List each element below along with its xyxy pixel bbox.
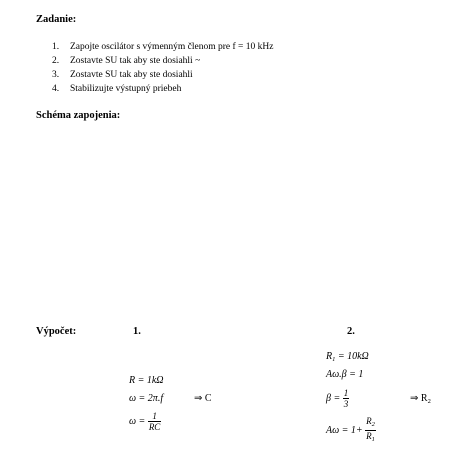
task-text: Zostavte SU tak aby ste dosiahli ~: [70, 56, 201, 66]
task-item: [52, 68, 274, 82]
fraction-numerator: 1: [148, 411, 162, 422]
equation-r1: [326, 351, 369, 363]
task-list: [52, 40, 274, 96]
fraction-numerator: [365, 416, 376, 431]
task-text: Zostavte SU tak aby ste dosiahli: [70, 70, 193, 80]
task-number: 4.: [52, 84, 60, 94]
r1-symbol: R: [326, 351, 333, 362]
fraction-denominator: 3: [343, 399, 349, 409]
schema-heading: Schéma zapojenia:: [36, 110, 121, 121]
arrow-label: ⇒ C: [194, 393, 212, 404]
part2-label: 2.: [347, 326, 355, 337]
equation-omega-rc: [129, 411, 161, 432]
equation-r: R = 1kΩ: [129, 375, 164, 386]
r1-subscript: 1: [332, 356, 336, 363]
r1-den-subscript: 1: [371, 436, 375, 443]
omega-lhs: ω =: [129, 415, 146, 427]
arrow-label: ⇒ R: [410, 393, 428, 404]
task-item: [52, 54, 274, 68]
equation-beta: [326, 388, 349, 409]
r2-symbol: R: [366, 416, 372, 426]
vypocet-heading: Výpočet:: [36, 326, 77, 337]
aw-lhs: Aω = 1+: [326, 424, 363, 436]
task-text: Zapojte oscilátor s výmenným členom pre f = 10 kHz: [70, 42, 274, 52]
zadanie-heading: Zadanie:: [36, 14, 77, 25]
r1-symbol: R: [366, 431, 372, 441]
result-arrow-c: [194, 393, 212, 404]
fraction-denominator: [365, 431, 376, 445]
equation-aw: [326, 416, 376, 445]
equation-aw-beta: Aω.β = 1: [326, 369, 364, 380]
result-arrow-r2: [410, 393, 431, 405]
task-number: 2.: [52, 56, 60, 66]
r1-value: = 10kΩ: [335, 351, 369, 362]
fraction-r2-over-r1: [365, 416, 376, 445]
r2-num-subscript: 2: [371, 421, 375, 428]
r2-subscript: 2: [427, 398, 431, 405]
beta-lhs: β =: [326, 392, 341, 404]
fraction-numerator: 1: [343, 388, 349, 398]
task-number: 3.: [52, 70, 60, 80]
task-number: 1.: [52, 42, 60, 52]
task-text: Stabilizujte výstupný priebeh: [70, 84, 182, 94]
part1-label: 1.: [133, 326, 141, 337]
fraction-denominator: RC: [148, 422, 161, 432]
fraction-1-over-3: [343, 388, 350, 409]
task-item: [52, 40, 274, 54]
equation-omega: ω = 2π.f: [129, 393, 164, 404]
task-item: [52, 82, 274, 96]
fraction-1-over-rc: [148, 411, 162, 432]
